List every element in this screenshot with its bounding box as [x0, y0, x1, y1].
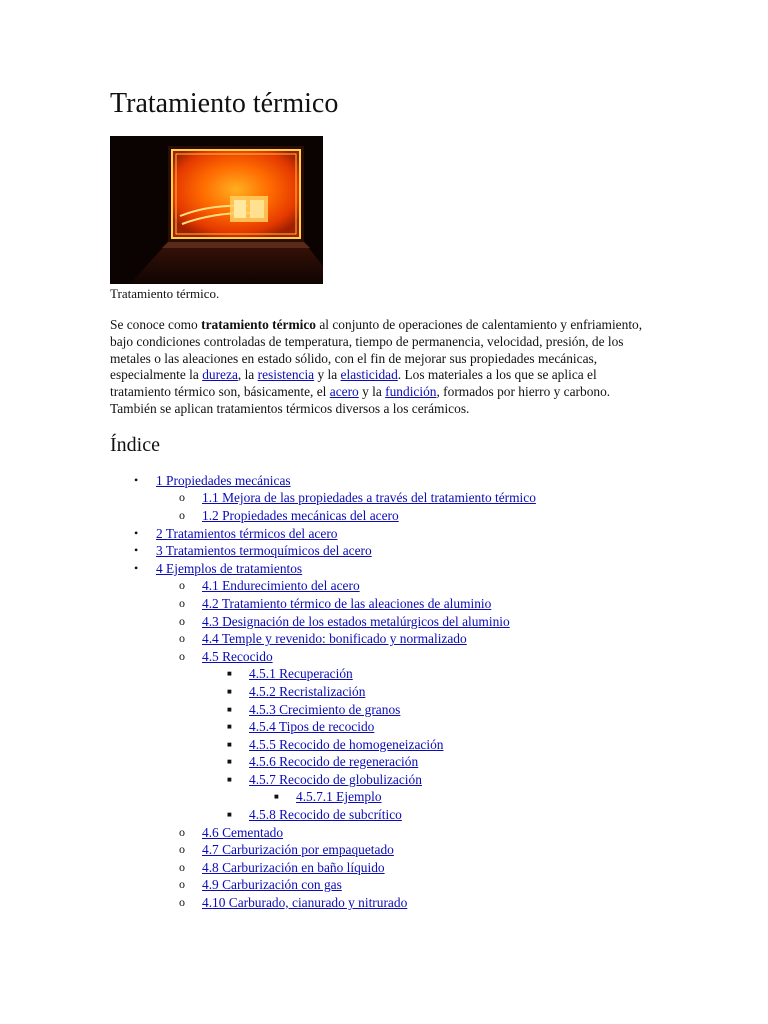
bullet-icon: o [179, 578, 185, 593]
intro-text: Se conoce como [110, 317, 202, 332]
toc-item [110, 701, 658, 719]
intro-text: y la [358, 384, 386, 400]
bullet-icon: ■ [227, 757, 232, 767]
toc-item [110, 577, 658, 595]
bullet-icon: ■ [227, 686, 232, 696]
bullet-icon: o [179, 877, 185, 892]
toc-link[interactable]: 2 Tratamientos térmicos del acero [156, 525, 338, 541]
toc-item [110, 613, 658, 631]
toc-item [110, 788, 658, 806]
toc-item [110, 824, 658, 842]
toc-item [110, 472, 658, 490]
toc-link[interactable]: 1.2 Propiedades mecánicas del acero [202, 507, 399, 523]
bullet-icon: • [134, 543, 139, 558]
intro-text: , formados por hierro y carbono. También se aplican tratamientos térmicos diversos a los cerámicos. [110, 384, 611, 416]
toc-link[interactable]: 4.10 Carburado, cianurado y nitrurado [202, 895, 408, 911]
toc-item [110, 894, 658, 912]
toc-link[interactable]: 4.1 Endurecimiento del acero [202, 578, 360, 594]
toc-item [110, 859, 658, 877]
intro-text: al conjunto de operaciones de calentamiento y enfriamiento, bajo condiciones controladas de temperatura, tiempo de permanencia, velocidad, presión, de los metales o las aleaciones en estado sólido, con el fin de mejorar sus propiedades mecánicas, especialmente la [110, 317, 643, 383]
toc-link[interactable]: 4.2 Tratamiento térmico de las aleaciones de aluminio [202, 595, 492, 611]
toc-link[interactable]: 4.5.1 Recuperación [249, 666, 353, 682]
toc-item [110, 648, 658, 666]
toc-link[interactable]: 4.7 Carburización por empaquetado [202, 842, 394, 858]
toc-item [110, 736, 658, 754]
toc-item [110, 806, 658, 824]
intro-text: y la [314, 367, 341, 383]
bullet-icon: o [179, 613, 185, 628]
toc-link[interactable]: 4.5.2 Recristalización [249, 683, 366, 699]
table-of-contents [110, 472, 658, 912]
bullet-icon: ■ [227, 739, 232, 749]
link-acero[interactable]: acero [329, 384, 359, 400]
bullet-icon: • [134, 560, 139, 575]
toc-link[interactable]: 4.5.3 Crecimiento de granos [249, 701, 401, 717]
toc-link[interactable]: 3 Tratamientos termoquímicos del acero [156, 543, 372, 559]
toc-link[interactable]: 4.6 Cementado [202, 824, 284, 840]
toc-link[interactable]: 4.9 Carburización con gas [202, 877, 342, 893]
toc-list [110, 472, 658, 912]
figure-caption: Tratamiento térmico. [110, 286, 220, 301]
bullet-icon: o [179, 648, 185, 663]
toc-item [110, 876, 658, 894]
toc-link[interactable]: 4.5.6 Recocido de regeneración [249, 754, 419, 770]
furnace-photo-icon [110, 136, 323, 284]
toc-link[interactable]: 4.8 Carburización en baño líquido [202, 859, 385, 875]
bullet-icon: • [134, 472, 139, 487]
toc-link[interactable]: 4.3 Designación de los estados metalúrgicos del aluminio [202, 613, 510, 629]
toc-link[interactable]: 4.4 Temple y revenido: bonificado y normalizado [202, 631, 467, 647]
toc-item [110, 665, 658, 683]
bullet-icon: ■ [227, 669, 232, 679]
bullet-icon: ■ [227, 774, 232, 784]
link-resistencia[interactable]: resistencia [257, 367, 315, 383]
bullet-icon: ■ [274, 792, 279, 802]
toc-link[interactable]: 4.5.7.1 Ejemplo [296, 789, 382, 805]
page-title: Tratamiento térmico [110, 88, 339, 119]
toc-item [110, 718, 658, 736]
toc-item [110, 525, 658, 543]
intro-bold-term: tratamiento térmico [201, 317, 316, 332]
toc-link[interactable]: 1.1 Mejora de las propiedades a través del tratamiento térmico [202, 490, 536, 506]
bullet-icon: o [179, 824, 185, 839]
link-dureza[interactable]: dureza [202, 367, 238, 383]
bullet-icon: ■ [227, 810, 232, 820]
intro-paragraph [110, 317, 658, 418]
figure [110, 136, 323, 302]
intro-text: , la [237, 367, 258, 383]
toc-link[interactable]: 4.5.4 Tipos de recocido [249, 719, 375, 735]
bullet-icon: o [179, 859, 185, 874]
toc-item [110, 542, 658, 560]
toc-link[interactable]: 4.5.8 Recocido de subcrítico [249, 807, 402, 823]
toc-link[interactable]: 4.5 Recocido [202, 648, 273, 664]
toc-item [110, 771, 658, 789]
toc-item [110, 630, 658, 648]
toc-item [110, 595, 658, 613]
toc-item [110, 507, 658, 525]
bullet-icon: o [179, 490, 185, 505]
toc-link[interactable]: 4.5.5 Recocido de homogeneización [249, 736, 444, 752]
bullet-icon: o [179, 631, 185, 646]
link-fundicion[interactable]: fundición [385, 384, 437, 400]
toc-link[interactable]: 4 Ejemplos de tratamientos [156, 560, 303, 576]
bullet-icon: ■ [227, 704, 232, 714]
link-elasticidad[interactable]: elasticidad [340, 367, 398, 383]
bullet-icon: o [179, 895, 185, 910]
bullet-icon: o [179, 595, 185, 610]
toc-link[interactable]: 4.5.7 Recocido de globulización [249, 771, 422, 787]
toc-link[interactable]: 1 Propiedades mecánicas [156, 472, 291, 488]
index-heading: Índice [110, 433, 160, 456]
bullet-icon: ■ [227, 722, 232, 732]
toc-item [110, 683, 658, 701]
toc-item [110, 560, 658, 578]
bullet-icon: o [179, 507, 185, 522]
toc-item [110, 489, 658, 507]
toc-item [110, 753, 658, 771]
intro-text: . Los materiales a los que se aplica el tratamiento térmico son, básicamente, el [110, 367, 597, 400]
toc-item [110, 841, 658, 859]
bullet-icon: • [134, 525, 139, 540]
bullet-icon: o [179, 842, 185, 857]
article [110, 86, 658, 912]
